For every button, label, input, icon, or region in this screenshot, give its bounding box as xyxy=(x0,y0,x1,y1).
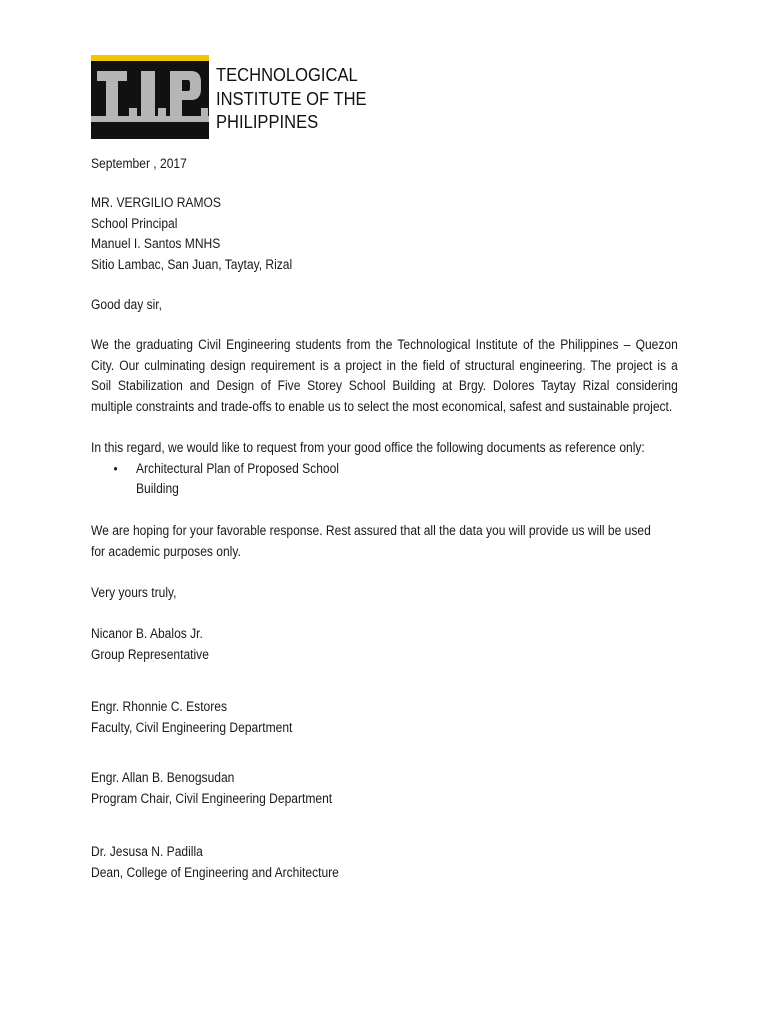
institution-line-1: TECHNOLOGICAL xyxy=(216,65,358,85)
recipient-block xyxy=(91,193,678,275)
salutation: Good day sir, xyxy=(91,297,163,312)
bullet-icon: • xyxy=(113,460,118,476)
request-intro: In this regard, we would like to request from your good office the following documents as reference only: xyxy=(91,440,645,455)
signatory-4 xyxy=(91,842,678,883)
closing: Very yours truly, xyxy=(91,585,177,600)
body-paragraph-2 xyxy=(91,438,678,500)
body-paragraph-3 xyxy=(91,521,678,562)
paragraph-1-line: We the graduating Civil Engineering students from the Technological Institute of the Philippines – Quezon xyxy=(91,337,678,352)
institution-line-2: INSTITUTE OF THE xyxy=(216,88,367,109)
paragraph-3-line: We are hoping for your favorable response. Rest assured that all the data you will provide us will be used xyxy=(91,523,651,538)
recipient-title: School Principal xyxy=(91,215,178,231)
paragraph-1-line: Soil Stabilization and Design of Five Storey School Building at Brgy. Dolores Taytay Rizal considering xyxy=(91,378,678,393)
document-line-2: Building xyxy=(136,481,179,496)
letter-date: September , 2017 xyxy=(91,156,187,171)
signatory-3 xyxy=(91,768,678,809)
signatory-1 xyxy=(91,624,678,665)
list-item xyxy=(91,459,678,500)
recipient-address: Sitio Lambac, San Juan, Taytay, Rizal xyxy=(91,256,293,272)
recipient-name: MR. VERGILIO RAMOS xyxy=(91,195,221,210)
signatory-name: Dr. Jesusa N. Padilla xyxy=(91,844,203,859)
body-paragraph-1 xyxy=(91,335,678,417)
paragraph-3-line: for academic purposes only. xyxy=(91,543,241,559)
signatory-name: Nicanor B. Abalos Jr. xyxy=(91,626,203,641)
signatory-role: Program Chair, Civil Engineering Department xyxy=(91,790,333,806)
signatory-2 xyxy=(91,697,678,738)
signatory-role: Faculty, Civil Engineering Department xyxy=(91,719,293,735)
institution-name xyxy=(216,64,367,135)
signatory-name: Engr. Rhonnie C. Estores xyxy=(91,699,227,714)
signatory-name: Engr. Allan B. Benogsudan xyxy=(91,770,235,785)
document-line-1: Architectural Plan of Proposed School xyxy=(136,460,339,476)
tip-logo xyxy=(91,55,209,139)
signatory-role: Group Representative xyxy=(91,646,209,662)
recipient-school: Manuel I. Santos MNHS xyxy=(91,236,221,251)
requested-documents-list xyxy=(91,459,678,500)
paragraph-1-line: City. Our culminating design requirement is a project in the field of structural engineering. The project is a xyxy=(91,357,678,373)
signatory-role: Dean, College of Engineering and Architecture xyxy=(91,864,339,880)
institution-line-3: PHILIPPINES xyxy=(216,112,319,132)
paragraph-1-line: multiple constraints and trade-offs to enable us to select the most economical, safest and sustainable project. xyxy=(91,398,673,414)
